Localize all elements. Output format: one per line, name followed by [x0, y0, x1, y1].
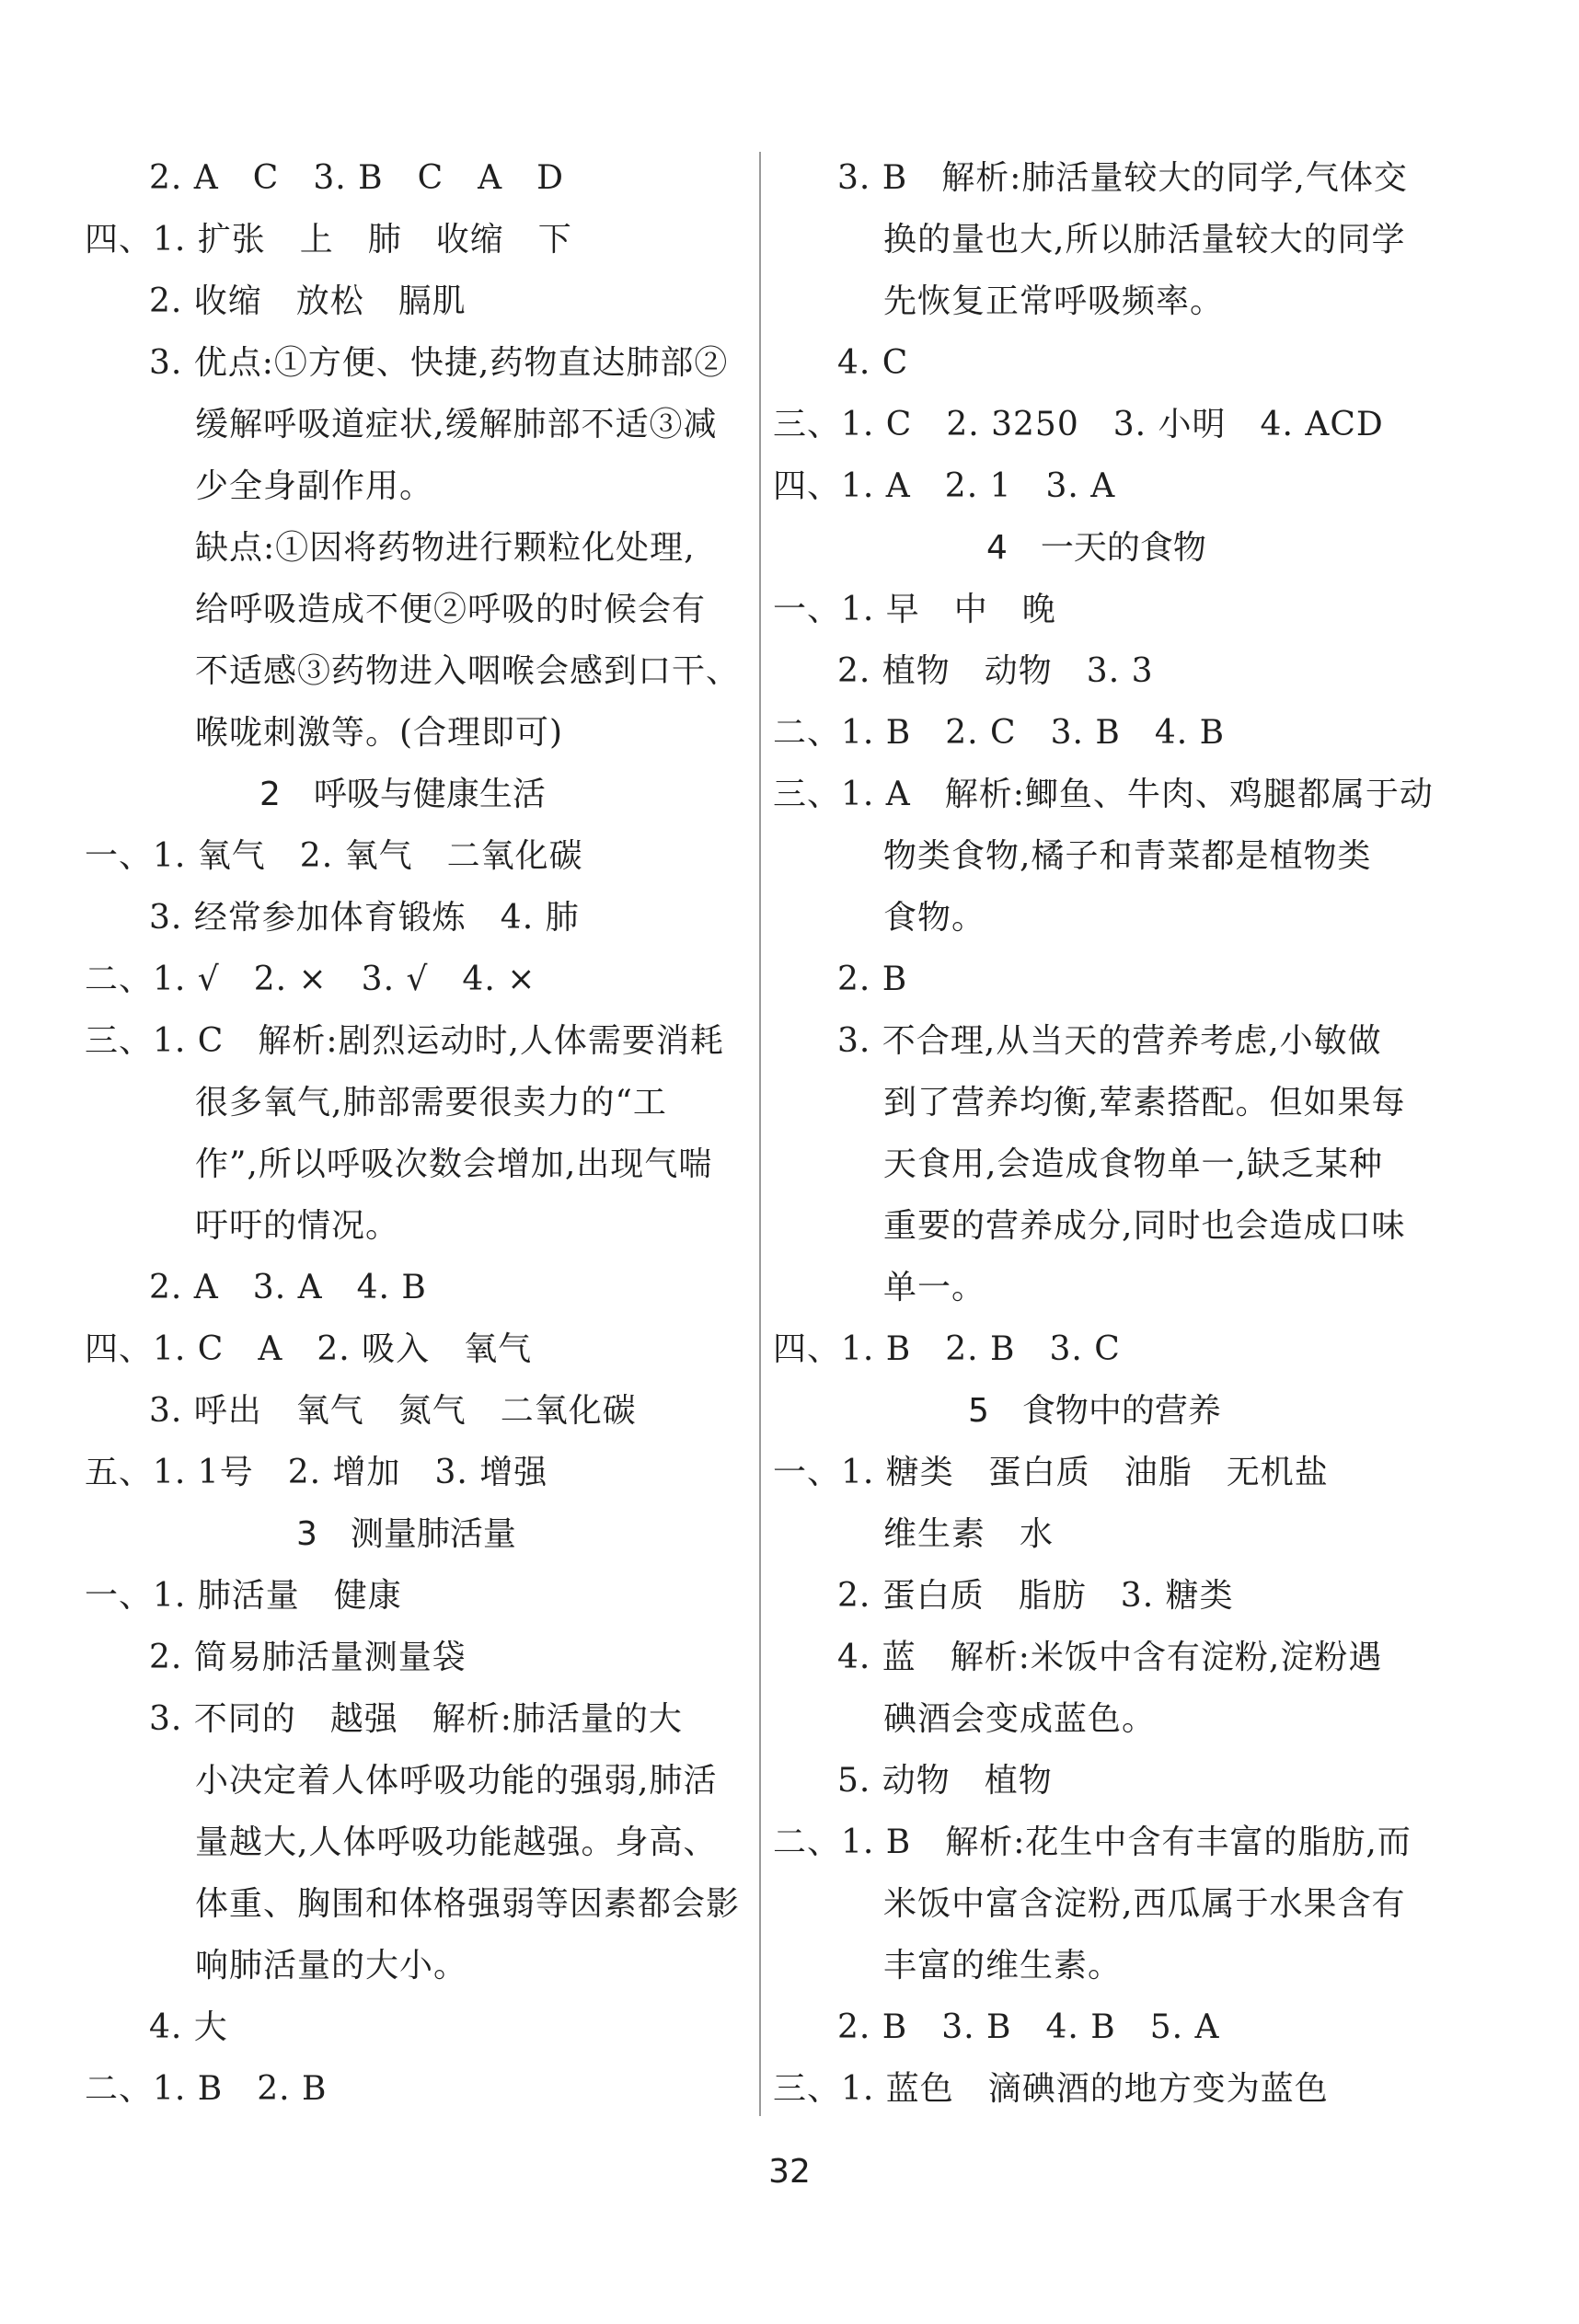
answer-line: 二、1. √ 2. × 3. √ 4. × [85, 961, 536, 998]
answer-line: 给呼吸造成不便②呼吸的时候会有 [195, 591, 707, 628]
answer-line: 五、1. 1号 2. 增加 3. 增强 [85, 1454, 548, 1491]
answer-line: 不适感③药物进入咽喉会感到口干、 [195, 652, 741, 690]
answer-line: 丰富的维生素。 [883, 1947, 1123, 1985]
section-heading: 5 食物中的营养 [968, 1392, 1221, 1430]
answer-line: 缓解呼吸道症状,缓解肺部不适③减 [195, 406, 718, 443]
answer-line: 喉咙刺激等。(合理即可) [195, 714, 564, 752]
answer-line: 2. 蛋白质 脂肪 3. 糖类 [837, 1577, 1234, 1615]
section-heading: 3 测量肺活量 [296, 1515, 516, 1553]
answer-line: 2. 收缩 放松 膈肌 [149, 282, 467, 320]
column-divider [759, 152, 761, 2116]
answer-line: 一、1. 早 中 晚 [773, 591, 1056, 628]
answer-line: 3. 经常参加体育锻炼 4. 肺 [149, 899, 580, 937]
answer-line: 3. 呼出 氧气 氮气 二氧化碳 [149, 1392, 637, 1430]
answer-line: 四、1. A 2. 1 3. A [773, 467, 1116, 505]
answer-line: 3. B 解析:肺活量较大的同学,气体交 [837, 159, 1408, 197]
answer-line: 二、1. B 解析:花生中含有丰富的脂肪,而 [773, 1824, 1412, 1861]
answer-line: 很多氧气,肺部需要很卖力的“工 [195, 1084, 667, 1122]
answer-line: 食物。 [883, 899, 986, 937]
answer-line: 作”,所以呼吸次数会增加,出现气喘 [195, 1145, 713, 1183]
answer-line: 物类食物,橘子和青菜都是植物类 [883, 837, 1372, 875]
answer-line: 三、1. A 解析:鲫鱼、牛肉、鸡腿都属于动 [773, 776, 1434, 813]
answer-line: 天食用,会造成食物单一,缺乏某种 [883, 1145, 1383, 1183]
answer-line: 4. C [837, 344, 909, 382]
answer-line: 二、1. B 2. C 3. B 4. B [773, 714, 1226, 752]
answer-line: 2. A 3. A 4. B [149, 1269, 427, 1306]
answer-line: 碘酒会变成蓝色。 [883, 1700, 1157, 1738]
answer-line: 3. 不同的 越强 解析:肺活量的大 [149, 1700, 683, 1738]
answer-line: 三、1. C 2. 3250 3. 小明 4. ACD [773, 406, 1384, 443]
answer-line: 2. 简易肺活量测量袋 [149, 1639, 467, 1676]
answer-line: 缺点:①因将药物进行颗粒化处理, [195, 529, 696, 567]
answer-line: 二、1. B 2. B [85, 2070, 328, 2108]
answer-line: 一、1. 氧气 2. 氧气 二氧化碳 [85, 837, 583, 875]
page-number: 32 [768, 2153, 811, 2191]
answer-line: 四、1. B 2. B 3. C [773, 1330, 1121, 1368]
section-heading: 4 一天的食物 [986, 529, 1206, 567]
answer-line: 米饭中富含淀粉,西瓜属于水果含有 [883, 1885, 1406, 1923]
section-heading: 2 呼吸与健康生活 [259, 776, 546, 813]
answer-line: 四、1. 扩张 上 肺 收缩 下 [85, 221, 572, 259]
answer-line: 换的量也大,所以肺活量较大的同学 [883, 221, 1406, 259]
answer-line: 2. A C 3. B C A D [149, 159, 564, 197]
answer-line: 3. 优点:①方便、快捷,药物直达肺部② [149, 344, 729, 382]
answer-line: 重要的营养成分,同时也会造成口味 [883, 1207, 1406, 1245]
answer-line: 响肺活量的大小。 [195, 1947, 468, 1985]
answer-line: 先恢复正常呼吸频率。 [883, 282, 1225, 320]
answer-line: 三、1. 蓝色 滴碘酒的地方变为蓝色 [773, 2070, 1329, 2108]
answer-line: 一、1. 糖类 蛋白质 油脂 无机盐 [773, 1454, 1329, 1491]
answer-line: 吁吁的情况。 [195, 1207, 400, 1245]
answer-line: 单一。 [883, 1269, 986, 1306]
answer-line: 量越大,人体呼吸功能越强。身高、 [195, 1824, 718, 1861]
answer-line: 四、1. C A 2. 吸入 氧气 [85, 1330, 533, 1368]
answer-line: 2. B 3. B 4. B 5. A [837, 2008, 1220, 2046]
answer-line: 到了营养均衡,荤素搭配。但如果每 [883, 1084, 1406, 1122]
answer-line: 5. 动物 植物 [837, 1762, 1053, 1800]
answer-line: 三、1. C 解析:剧烈运动时,人体需要消耗 [85, 1022, 724, 1060]
answer-line: 小决定着人体呼吸功能的强弱,肺活 [195, 1762, 718, 1800]
answer-line: 少全身副作用。 [195, 467, 434, 505]
answer-line: 4. 大 [149, 2008, 228, 2046]
answer-line: 3. 不合理,从当天的营养考虑,小敏做 [837, 1022, 1382, 1060]
answer-line: 2. 植物 动物 3. 3 [837, 652, 1154, 690]
answer-line: 维生素 水 [883, 1515, 1055, 1553]
answer-line: 体重、胸围和体格强弱等因素都会影 [195, 1885, 741, 1923]
answer-line: 4. 蓝 解析:米饭中含有淀粉,淀粉遇 [837, 1639, 1383, 1676]
answer-line: 一、1. 肺活量 健康 [85, 1577, 402, 1615]
answer-line: 2. B [837, 961, 908, 998]
